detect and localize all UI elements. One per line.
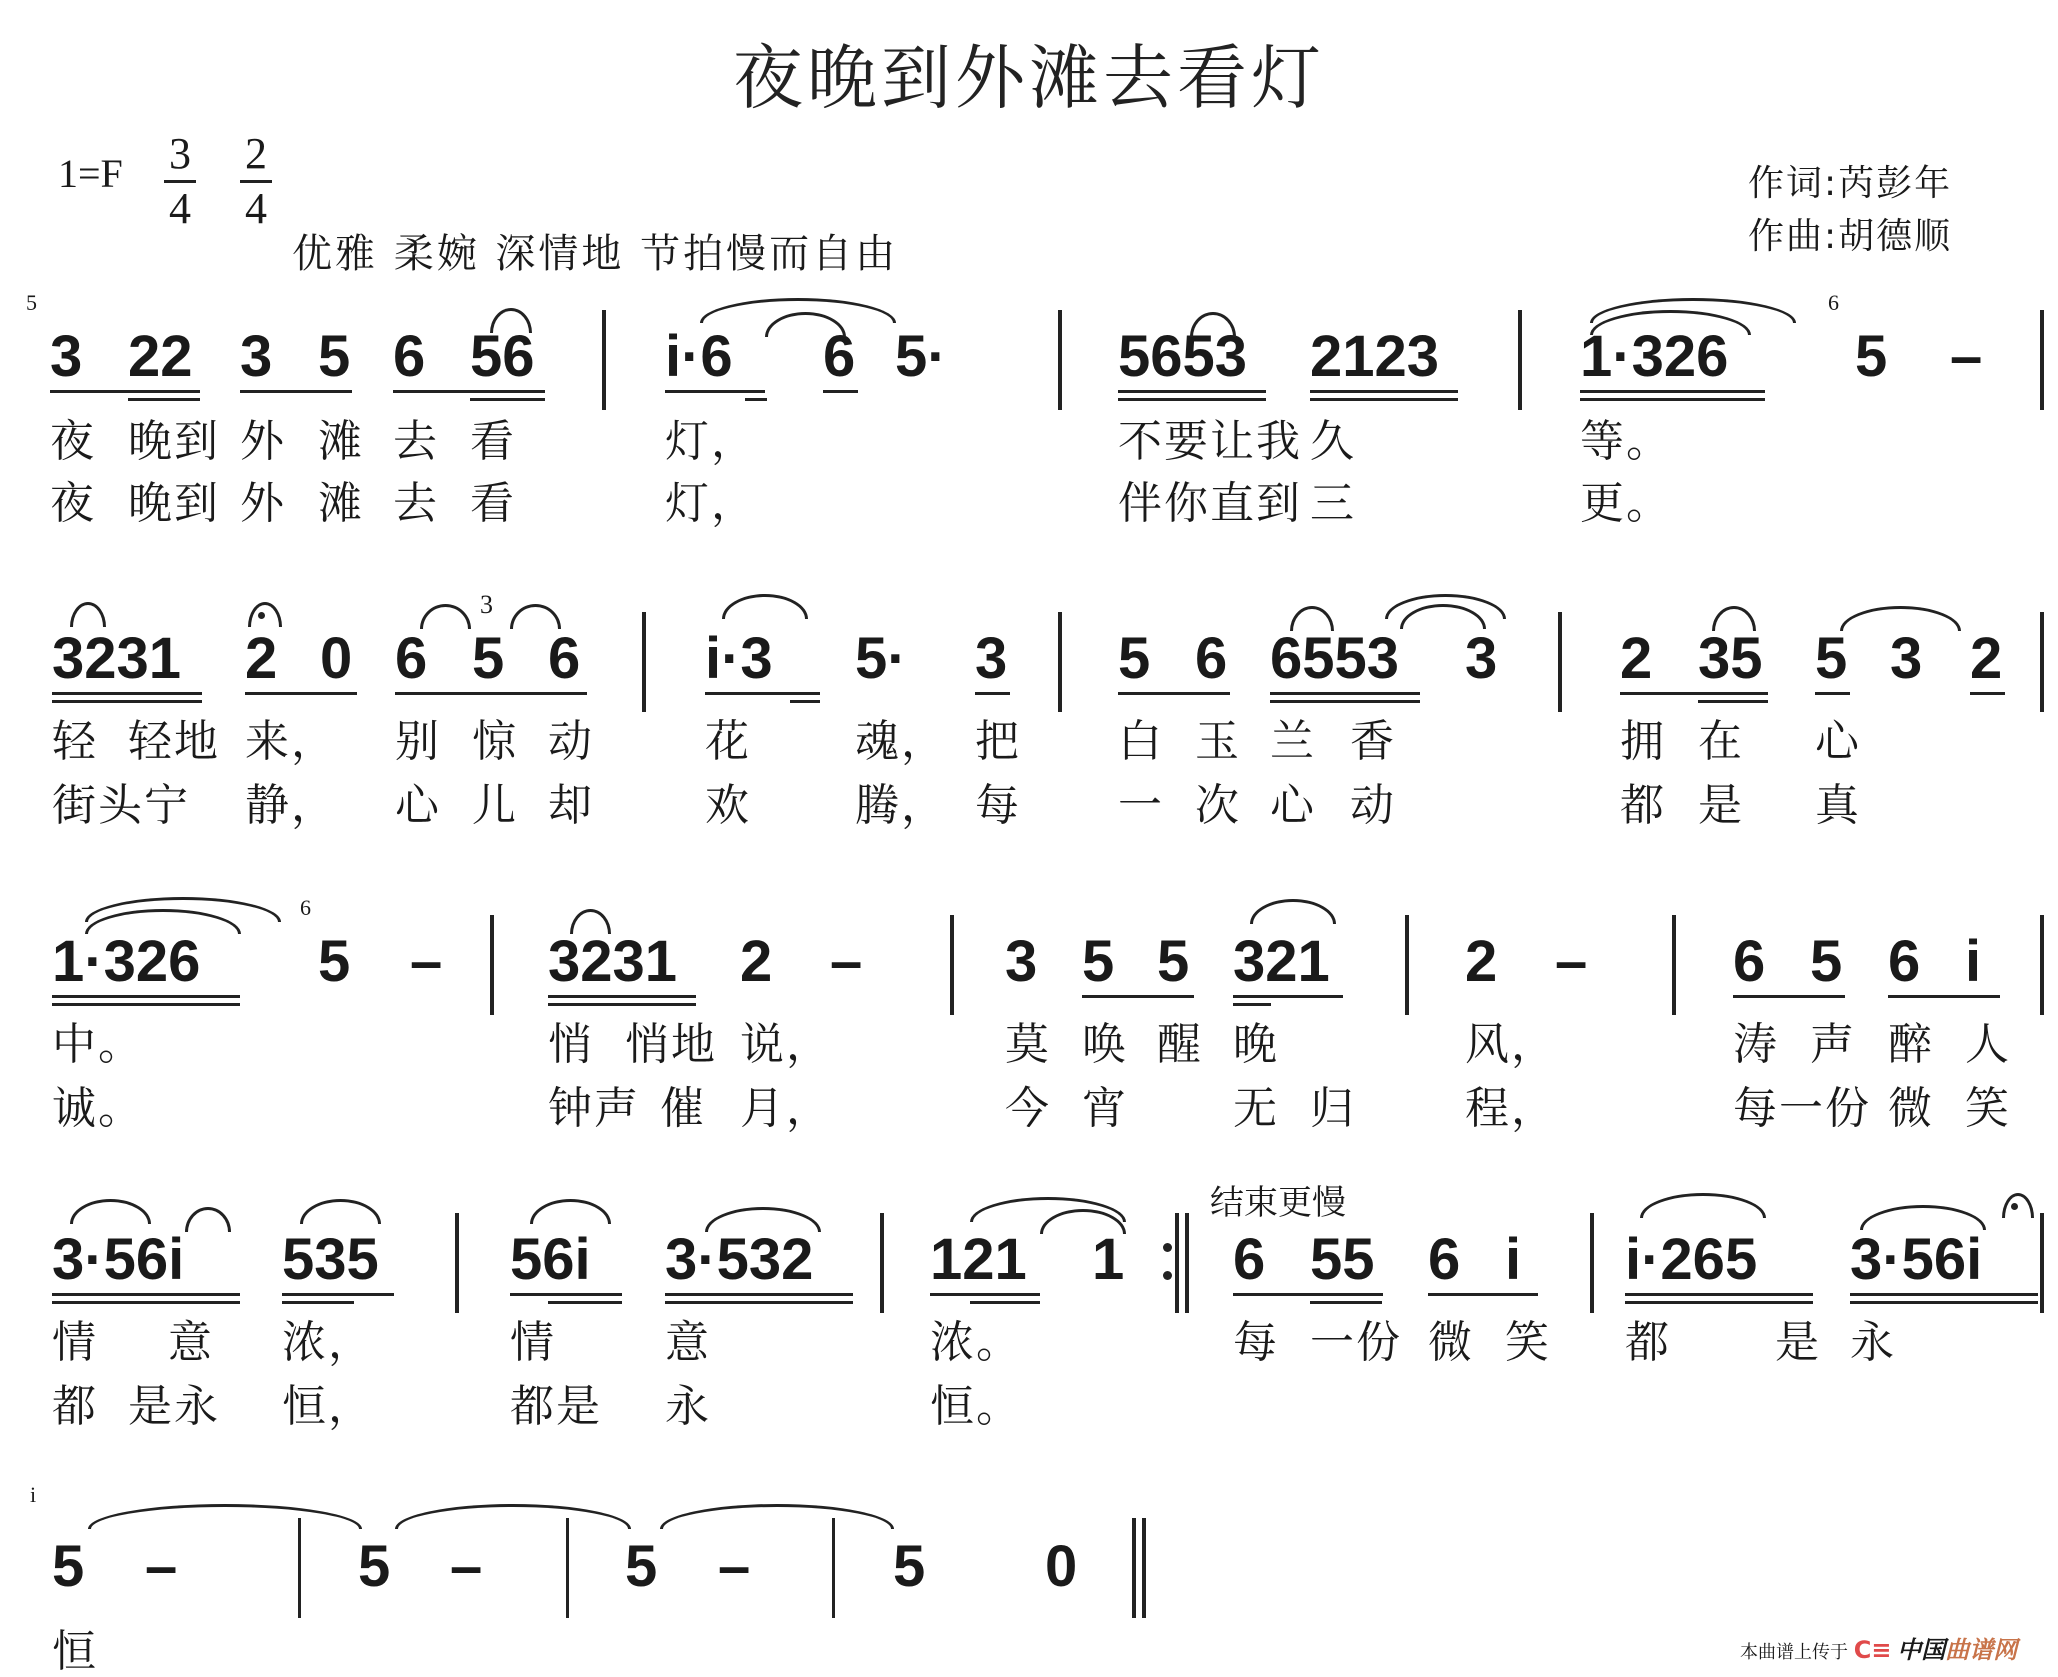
- note: 5: [318, 929, 351, 994]
- note: 5·: [895, 324, 947, 389]
- note: i: [1505, 1227, 1522, 1292]
- lyric-verse-2: 街头宁: [52, 780, 190, 831]
- upload-text: 本曲谱上传于: [1740, 1642, 1848, 1663]
- lyric-verse-1: 等。: [1580, 416, 1672, 467]
- lyric-verse-1: 白: [1118, 716, 1164, 767]
- lyric-verse-1: 动: [548, 716, 594, 767]
- note: 3: [975, 626, 1008, 691]
- lyric-verse-1: 永: [1850, 1317, 1896, 1368]
- bar-line: [1518, 310, 1522, 410]
- lyric-verse-1: 轻: [52, 716, 98, 767]
- lyric-verse-2: 真: [1815, 780, 1861, 831]
- note: 6: [548, 626, 581, 691]
- lyric-verse-2: 却: [548, 780, 594, 831]
- note: 6: [1195, 626, 1228, 691]
- lyric-verse-2: 是: [1698, 780, 1744, 831]
- lyric-verse-1: 莫: [1005, 1019, 1051, 1070]
- bar-line: [1558, 612, 1562, 712]
- bar-line: [880, 1213, 884, 1313]
- lyric-verse-2: 都: [1620, 780, 1666, 831]
- lyric-verse-1: 意: [168, 1317, 214, 1368]
- bar-line: [298, 1518, 301, 1618]
- footer-watermark: [1740, 1630, 2017, 1665]
- lyric-verse-2: 诚。: [52, 1083, 144, 1134]
- note: 55: [1310, 1227, 1375, 1292]
- lyric-verse-2: 催: [660, 1083, 706, 1134]
- bar-line: [455, 1213, 459, 1313]
- repeat-end-bar-thick: [1185, 1213, 1189, 1313]
- note: 5: [472, 626, 505, 691]
- repeat-end-bar: [1175, 1213, 1179, 1313]
- lyric-verse-1: 把: [975, 716, 1021, 767]
- dash: –: [830, 929, 863, 994]
- note: 56i: [510, 1227, 591, 1292]
- lyric-verse-2: 伴你直到: [1118, 478, 1302, 529]
- note: 6: [395, 626, 428, 691]
- lyric-verse-1: 悄地: [625, 1019, 717, 1070]
- note: i: [1965, 929, 1982, 994]
- lyric-verse-2: 三: [1310, 478, 1356, 529]
- song-title: 夜晚到外滩去看灯: [733, 37, 1325, 119]
- lyric-verse-1: 情: [510, 1317, 556, 1368]
- bar-line: [1405, 915, 1409, 1015]
- bar-line: [490, 915, 494, 1015]
- note: 6: [393, 324, 426, 389]
- note: 5·: [855, 626, 907, 691]
- lyric-verse-1: 一份: [1310, 1317, 1402, 1368]
- lyric-verse-2: 动: [1350, 780, 1396, 831]
- bar-line: [602, 310, 606, 410]
- dash: –: [1555, 929, 1588, 994]
- note: 535: [282, 1227, 379, 1292]
- lyric-verse-2: 每: [975, 780, 1021, 831]
- note: 6: [1733, 929, 1766, 994]
- composer-credit: 作曲:胡德顺: [1748, 216, 1953, 257]
- lyric-verse-1: 醒: [1157, 1019, 1203, 1070]
- note: 2: [1970, 626, 2003, 691]
- note: 5: [1810, 929, 1843, 994]
- note: 0: [1045, 1534, 1078, 1599]
- dash: –: [450, 1534, 483, 1599]
- lyric-verse-2: 微: [1888, 1083, 1934, 1134]
- lyric-verse-1: 外: [240, 416, 286, 467]
- lyric-verse-1: 久: [1310, 416, 1356, 467]
- lyric-verse-2: 滩: [318, 478, 364, 529]
- lyric-verse-1: 不要让我: [1118, 416, 1302, 467]
- lyric-verse-1: 都: [1625, 1317, 1671, 1368]
- note: 3·532: [665, 1227, 814, 1292]
- lyric-verse-2: 次: [1195, 780, 1241, 831]
- lyric-verse-2: 看: [470, 478, 516, 529]
- note: 5: [1855, 324, 1888, 389]
- lyric-verse-2: 都是: [510, 1381, 602, 1432]
- lyric-verse-1: 来，: [245, 716, 337, 767]
- note: 6: [1888, 929, 1921, 994]
- note: i·3: [705, 626, 773, 691]
- lyric-verse-1: 在: [1698, 716, 1744, 767]
- bar-line: [566, 1518, 569, 1618]
- lyric-verse-1: 微: [1428, 1317, 1474, 1368]
- dash: –: [718, 1534, 751, 1599]
- bar-line: [2040, 310, 2044, 410]
- grace-note: 6: [1828, 290, 1839, 315]
- note: 0: [320, 626, 353, 691]
- lyric-verse-1: 唤: [1082, 1019, 1128, 1070]
- note: 2: [1620, 626, 1653, 691]
- site-logo-icon: C≡: [1853, 1636, 1892, 1664]
- lyric-verse-1: 浓，: [282, 1317, 374, 1368]
- note: 5: [318, 324, 351, 389]
- lyric-verse-1: 心: [1815, 716, 1861, 767]
- lyric-verse-2: 更。: [1580, 478, 1672, 529]
- lyric-verse-2: 欢: [705, 780, 751, 831]
- bar-line: [2040, 915, 2044, 1015]
- note: 2: [245, 626, 278, 691]
- lyric-verse-2: 都: [52, 1381, 98, 1432]
- note: 5: [893, 1534, 926, 1599]
- lyric-verse-1: 涛: [1733, 1019, 1779, 1070]
- lyric-verse-2: 夜: [50, 478, 96, 529]
- lyric-verse-2: 笑: [1965, 1083, 2011, 1134]
- lyric-verse-1: 拥: [1620, 716, 1666, 767]
- lyric-verse-2: 钟声: [548, 1083, 640, 1134]
- note: 321: [1233, 929, 1330, 994]
- final-bar-thick: [1142, 1518, 1146, 1618]
- lyric-verse-1: 轻地: [128, 716, 220, 767]
- lyric-verse-1: 意: [665, 1317, 711, 1368]
- lyric-verse-1: 晚到: [128, 416, 220, 467]
- lyric-verse-1: 玉: [1195, 716, 1241, 767]
- note: 6: [1428, 1227, 1461, 1292]
- ending-annotation: 结束更慢: [1210, 1183, 1346, 1223]
- lyric-verse-1: 是: [1775, 1317, 1821, 1368]
- note: 5: [1815, 626, 1848, 691]
- key-signature: 1=F: [58, 151, 123, 196]
- site-name-part-1: 中国: [1897, 1635, 1946, 1664]
- lyric-verse-1: 魂，: [855, 716, 947, 767]
- note: 3·56i: [1850, 1227, 1983, 1292]
- dash: –: [1950, 324, 1983, 389]
- lyric-verse-1: 笑: [1505, 1317, 1551, 1368]
- time-signature-2-4: 2 4: [236, 128, 276, 235]
- lyric-verse-1: 醉: [1888, 1019, 1934, 1070]
- lyric-verse-2: 心: [395, 780, 441, 831]
- note: 3231: [548, 929, 678, 994]
- lyric-verse-1: 别: [395, 716, 441, 767]
- note: 3: [240, 324, 273, 389]
- note: 2: [1465, 929, 1498, 994]
- lyric-verse-2: 灯，: [665, 478, 757, 529]
- bar-line: [1672, 915, 1676, 1015]
- lyric-verse-2: 儿: [472, 780, 518, 831]
- site-name-part-2: 曲谱网: [1945, 1636, 2018, 1664]
- lyric-verse-1: 看: [470, 416, 516, 467]
- bar-line: [1058, 612, 1062, 712]
- grace-note: 5: [26, 290, 37, 315]
- score-row-4: [0, 1183, 2058, 1453]
- lyric-verse-2: 是永: [128, 1381, 220, 1432]
- final-bar: [1132, 1518, 1136, 1618]
- lyric-verse-2: 宵: [1082, 1083, 1128, 1134]
- lyric-verse-2: 外: [240, 478, 286, 529]
- lyric-verse-1: 晚: [1233, 1019, 1279, 1070]
- note: 5: [625, 1534, 658, 1599]
- score-row-2: [0, 592, 2058, 852]
- lyric-verse-1: 兰: [1270, 716, 1316, 767]
- note: 56: [470, 324, 535, 389]
- note: 5: [1082, 929, 1115, 994]
- note: 22: [128, 324, 193, 389]
- note: 3: [1005, 929, 1038, 994]
- bar-line: [1590, 1213, 1594, 1313]
- lyric-verse-2: 月，: [740, 1083, 832, 1134]
- lyric-verse-1: 悄: [548, 1019, 594, 1070]
- bar-line: [1058, 310, 1062, 410]
- bar-line: [950, 915, 954, 1015]
- lyric-verse-2: 程，: [1465, 1083, 1557, 1134]
- lyric-verse-2: 永: [665, 1381, 711, 1432]
- lyric-verse-2: 晚到: [128, 478, 220, 529]
- bar-line: [2040, 1213, 2044, 1313]
- note: 6: [1233, 1227, 1266, 1292]
- lyric-verse-2: 每一份: [1733, 1083, 1871, 1134]
- grace-note: i: [30, 1482, 37, 1507]
- lyric-verse-1: 中。: [52, 1019, 144, 1070]
- lyric-verse-2: 去: [393, 478, 439, 529]
- note: 35: [1698, 626, 1763, 691]
- lyric-verse-2: 腾，: [855, 780, 947, 831]
- lyric-verse-2: 心: [1270, 780, 1316, 831]
- note: 5: [1118, 626, 1151, 691]
- lyric-verse-1: 情: [52, 1317, 98, 1368]
- lyric-verse-2: 归: [1310, 1083, 1356, 1134]
- lyric-verse-2: 恒。: [930, 1381, 1022, 1432]
- note: 121: [930, 1227, 1027, 1292]
- lyric-verse-1: 声: [1810, 1019, 1856, 1070]
- lyric-verse-2: 一: [1118, 780, 1164, 831]
- note: 1·326: [1580, 324, 1729, 389]
- score-row-3: [0, 895, 2058, 1155]
- note: 5: [1157, 929, 1190, 994]
- lyric-verse-1: 说，: [740, 1019, 832, 1070]
- dash: –: [410, 929, 443, 994]
- bar-line: [832, 1518, 835, 1618]
- note: 2: [740, 929, 773, 994]
- tempo-marking: 优雅 柔婉 深情地 节拍慢而自由: [292, 231, 899, 277]
- lyric-verse-1: 去: [393, 416, 439, 467]
- note: 1·326: [52, 929, 201, 994]
- score-row-1: [0, 290, 2058, 550]
- time-signature-3-4: 3 4: [160, 128, 200, 235]
- lyric-verse-1: 滩: [318, 416, 364, 467]
- lyricist-credit: 作词:芮彭年: [1748, 163, 1953, 204]
- lyric-verse-2: 无: [1233, 1083, 1279, 1134]
- note: 5: [358, 1534, 391, 1599]
- lyric-verse-1: 恒: [52, 1626, 98, 1677]
- note: 5653: [1118, 324, 1248, 389]
- lyric-verse-2: 恒，: [282, 1381, 374, 1432]
- lyric-verse-1: 花: [705, 716, 751, 767]
- bar-line: [642, 612, 646, 712]
- lyric-verse-1: 香: [1350, 716, 1396, 767]
- note: 3: [1465, 626, 1498, 691]
- lyric-verse-1: 灯，: [665, 416, 757, 467]
- lyric-verse-1: 惊: [472, 716, 518, 767]
- dash: –: [145, 1534, 178, 1599]
- note: 3: [1890, 626, 1923, 691]
- lyric-verse-2: 静，: [245, 780, 337, 831]
- bar-line: [2040, 612, 2044, 712]
- lyric-verse-1: 人: [1965, 1019, 2011, 1070]
- lyric-verse-1: 浓。: [930, 1317, 1022, 1368]
- grace-note: 6: [300, 895, 311, 920]
- lyric-verse-1: 风，: [1465, 1019, 1557, 1070]
- note: 5: [52, 1534, 85, 1599]
- note: 2123: [1310, 324, 1440, 389]
- lyric-verse-1: 每: [1233, 1317, 1279, 1368]
- triplet-mark: 3: [480, 590, 493, 619]
- lyric-verse-1: 夜: [50, 416, 96, 467]
- note: i·6: [665, 324, 733, 389]
- note: 3231: [52, 626, 182, 691]
- note: 6553: [1270, 626, 1400, 691]
- lyric-verse-2: 今: [1005, 1083, 1051, 1134]
- note: i·265: [1625, 1227, 1758, 1292]
- note: 3: [50, 324, 83, 389]
- note: 3·56i: [52, 1227, 185, 1292]
- note: 6: [823, 324, 856, 389]
- note: 1: [1092, 1227, 1125, 1292]
